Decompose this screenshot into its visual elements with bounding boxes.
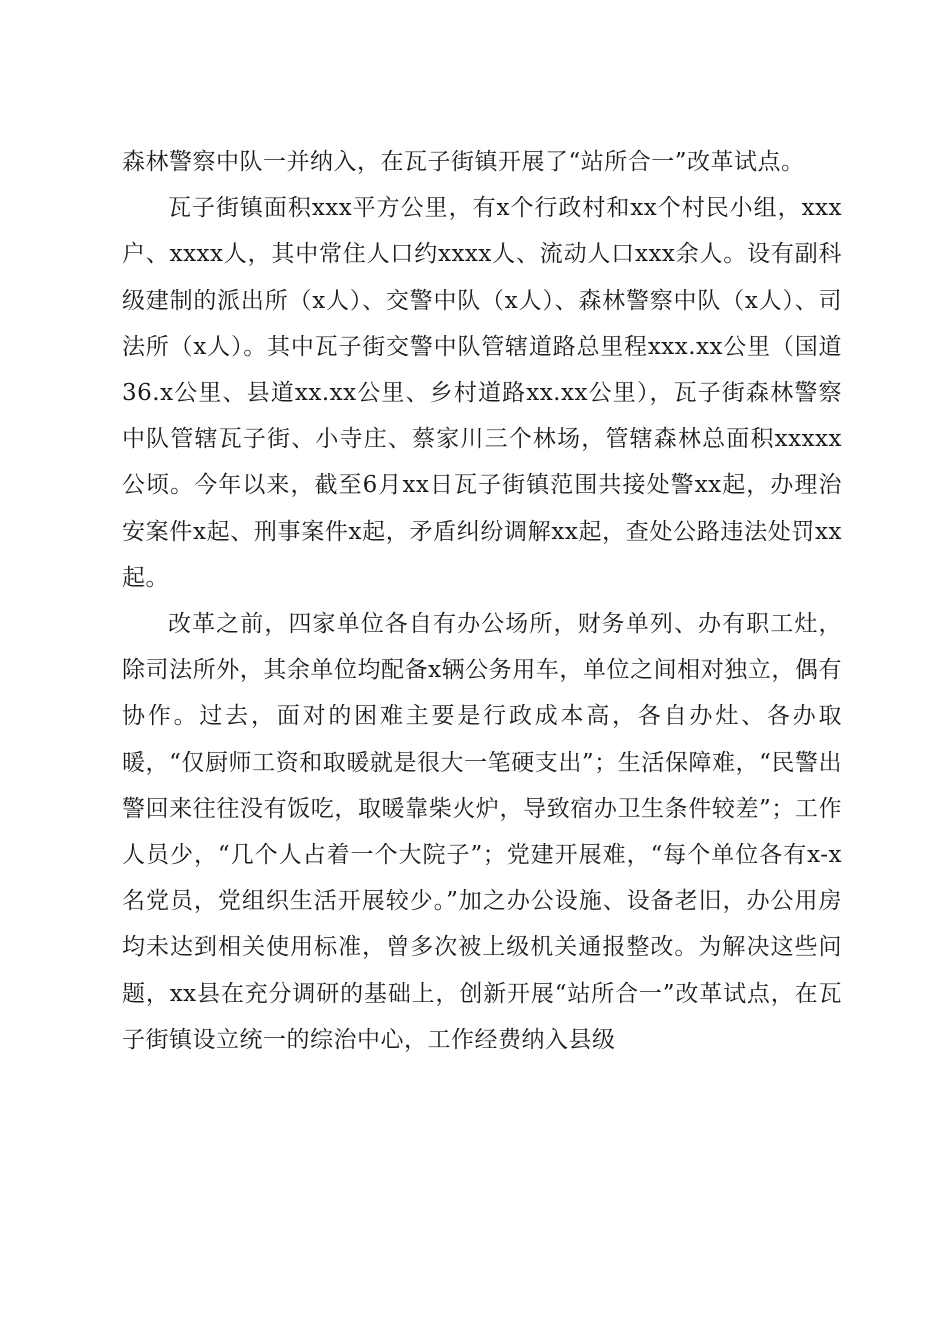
paragraph-3: 改革之前，四家单位各自有办公场所，财务单列、办有职工灶，除司法所外，其余单位均配备x辆公务用车，单位之间相对独立，偶有协作。过去，面对的困难主要是行政成本高，各自办灶、各办取暖，“仅厨师工资和取暖就是很大一笔硬支出”；生活保障难，“民警出警回来往往没有饭吃，取暖靠柴火炉，导致宿办卫生条件较差”；工作人员少，“几个人占着一个大院子”；党建开展难，“每个单位各有x-x名党员，党组织生活开展较少。”加之办公设施、设备老旧，办公用房均未达到相关使用标准，曾多次被上级机关通报整改。为解决这些问题，xx县在充分调研的基础上，创新开展“站所合一”改革试点，在瓦子街镇设立统一的综治中心，工作经费纳入县级 <box>122 611 842 1053</box>
paragraph-1: 森林警察中队一并纳入，在瓦子街镇开展了“站所合一”改革试点。 <box>122 149 805 175</box>
body-text <box>122 139 842 1063</box>
paragraph-2: 瓦子街镇面积xxx平方公里，有x个行政村和xx个村民小组，xxx户、xxxx人，其中常住人口约xxxx人、流动人口xxx余人。设有副科级建制的派出所（x人）、交警中队（x人）、森林警察中队（x人）、司法所（x人）。其中瓦子街交警中队管辖道路总里程xxx.xx公里（国道36.x公里、县道xx.xx公里、乡村道路xx.xx公里），瓦子街森林警察中队管辖瓦子街、小寺庄、蔡家川三个林场，管辖森林总面积xxxxx公顷。今年以来，截至6月xx日瓦子街镇范围共接处警xx起，办理治安案件x起、刑事案件x起，矛盾纠纷调解xx起，查处公路违法处罚xx起。 <box>122 195 842 591</box>
